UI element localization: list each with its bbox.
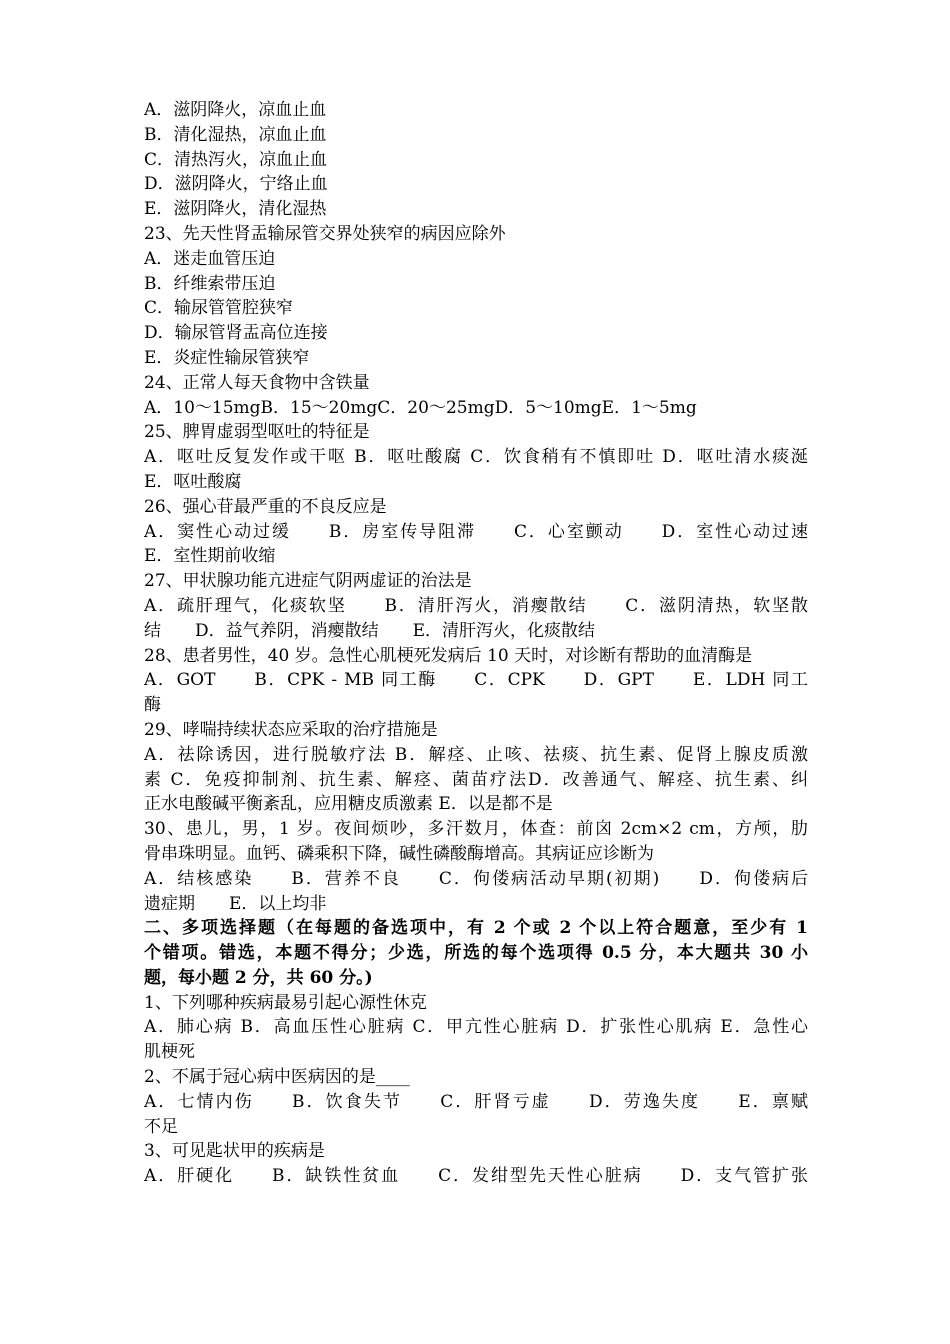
option-line: A．肝硬化 B．缺铁性贫血 C．发绀型先天性心脏病 D．支气管扩张 (144, 1166, 808, 1187)
option-line: A．肺心病 B．高血压性心脏病 C．甲亢性心脏病 D．扩张性心肌病 E．急性心 (144, 1017, 808, 1038)
option-line: 正水电酸碱平衡紊乱，应用糖皮质激素 E．以是都不是 (144, 794, 553, 815)
option-line: 肌梗死 (144, 1042, 195, 1063)
option-line: C．输尿管管腔狭窄 (144, 298, 294, 319)
option-line: 不足 (144, 1116, 178, 1137)
question-27: 27、甲状腺功能亢进症气阴两虚证的治法是 (144, 571, 472, 592)
option-line: A．迷走血管压迫 (144, 248, 276, 269)
question-28: 28、患者男性，40 岁。急性心肌梗死发病后 10 天时，对诊断有帮助的血清酶是 (144, 645, 753, 666)
question-29: 29、哮喘持续状态应采取的治疗措施是 (144, 719, 438, 740)
option-line: A．窦性心动过缓 B．房室传导阻滞 C．心室颤动 D．室性心动过速 (144, 521, 808, 542)
mq-question-3: 3、可见匙状甲的疾病是 (144, 1141, 325, 1162)
option-line: A．祛除诱因，进行脱敏疗法 B．解痉、止咳、祛痰、抗生素、促肾上腺皮质激 (144, 744, 808, 765)
option-line: A．GOT B．CPK - MB 同工酶 C．CPK D．GPT E．LDH 同工 (144, 670, 808, 691)
option-line: A．滋阴降火，凉血止血 (144, 100, 327, 120)
question-23: 23、先天性肾盂输尿管交界处狭窄的病因应除外 (144, 223, 506, 244)
option-line: B．清化湿热，凉血止血 (144, 124, 327, 145)
option-line: 结 D．益气养阴，消瘿散结 E．清肝泻火，化痰散结 (144, 620, 596, 641)
mq-question-1: 1、下列哪种疾病最易引起心源性休克 (144, 992, 427, 1013)
option-line: E．炎症性输尿管狭窄 (144, 347, 310, 368)
option-line: A．结核感染 B．营养不良 C．佝偻病活动早期(初期) D．佝偻病后 (144, 868, 808, 889)
option-line: E．室性期前收缩 (144, 546, 276, 567)
option-line: 素 C．免疫抑制剂、抗生素、解痉、菌苗疗法D．改善通气、解痉、抗生素、纠 (144, 769, 808, 790)
question-26: 26、强心苷最严重的不良反应是 (144, 496, 387, 517)
question-24: 24、正常人每天食物中含铁量 (144, 372, 370, 393)
option-line: A．七情内伤 B．饮食失节 C．肝肾亏虚 D．劳逸失度 E．禀赋 (144, 1091, 808, 1112)
document-page (144, 98, 808, 1189)
option-line: A．10～15mgB．15～20mgC．20～25mgD．5～10mgE．1～5mg (144, 397, 697, 418)
option-line: 酶 (144, 695, 161, 716)
question-30-cont: 骨串珠明显。血钙、磷乘积下降，碱性磷酸酶增高。其病证应诊断为 (144, 843, 654, 864)
option-line: D．输尿管肾盂高位连接 (144, 323, 328, 344)
section-heading: 题，每小题 2 分，共 60 分。) (144, 967, 373, 988)
option-line: E．滋阴降火，清化湿热 (144, 199, 327, 220)
option-line: A．疏肝理气，化痰软坚 B．清肝泻火，消瘿散结 C．滋阴清热，软坚散 (144, 595, 808, 616)
section-heading: 个错项。错选，本题不得分；少选，所选的每个选项得 0.5 分，本大题共 30 小 (144, 943, 808, 964)
option-line: B．纤维索带压迫 (144, 273, 276, 294)
mq-question-2: 2、不属于冠心病中医病因的是____ (144, 1067, 410, 1088)
question-30: 30、患儿，男，1 岁。夜间烦吵，多汗数月，体查：前囟 2cm×2 cm，方颅，肋 (144, 819, 808, 840)
option-line: 遗症期 E．以上均非 (144, 893, 327, 914)
question-25: 25、脾胃虚弱型呕吐的特征是 (144, 422, 370, 443)
option-line: D．滋阴降火，宁络止血 (144, 174, 328, 195)
option-line: E．呕吐酸腐 (144, 471, 242, 492)
option-line: A．呕吐反复发作或干呕 B．呕吐酸腐 C．饮食稍有不慎即吐 D．呕吐清水痰涎 (144, 447, 808, 468)
option-line: C．清热泻火，凉血止血 (144, 149, 328, 170)
section-heading: 二、多项选择题（在每题的备选项中，有 2 个或 2 个以上符合题意，至少有 1 (144, 918, 808, 939)
